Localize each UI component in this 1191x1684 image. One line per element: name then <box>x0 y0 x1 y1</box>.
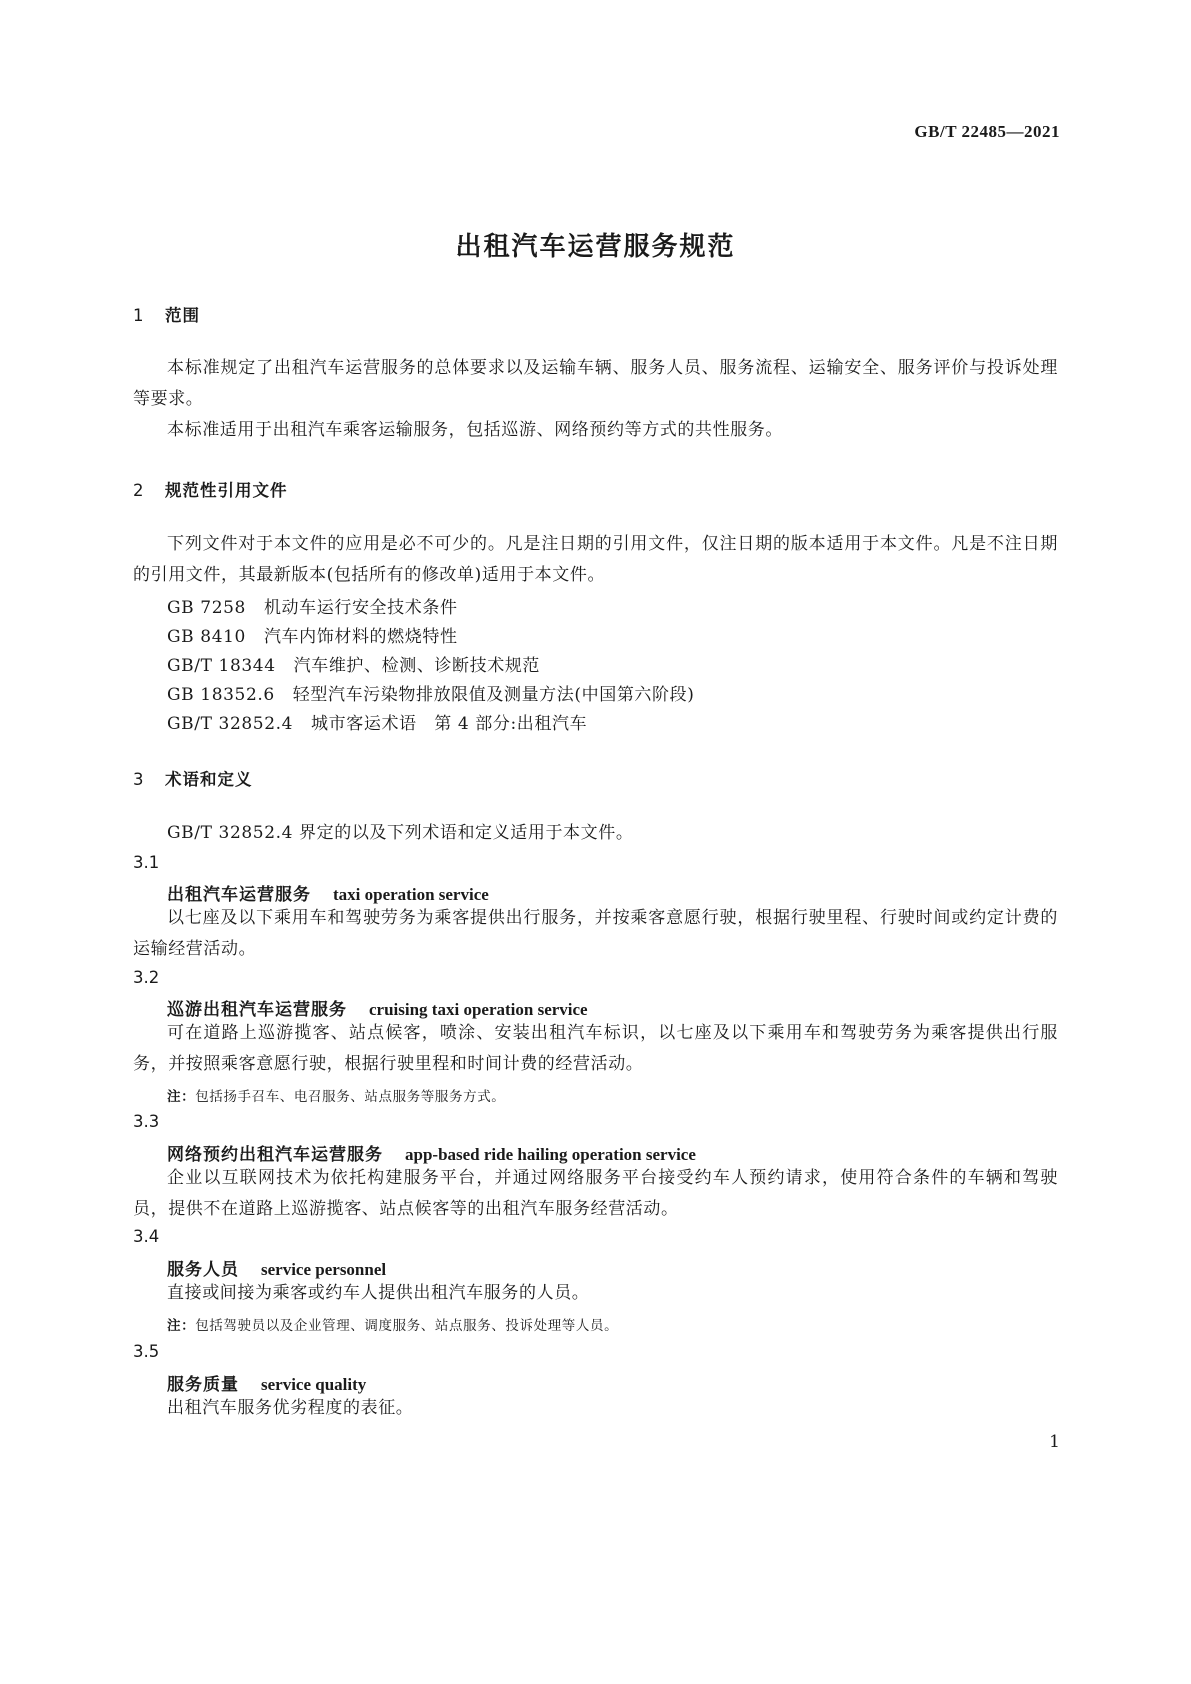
term-number: 3.3 <box>133 1112 160 1131</box>
term-entry <box>167 880 489 905</box>
section-title: 范围 <box>165 306 200 325</box>
note-label: 注： <box>167 1089 196 1105</box>
term-english: cruising taxi operation service <box>369 1000 588 1019</box>
note-label: 注： <box>167 1318 196 1334</box>
reference-item <box>167 593 458 618</box>
reference-item <box>167 651 540 676</box>
term-english: app-based ride hailing operation service <box>405 1145 696 1164</box>
reference-item <box>167 680 694 705</box>
term-entry <box>167 995 588 1020</box>
section-number: 3 <box>133 770 145 789</box>
term-entry <box>167 1255 386 1280</box>
section-number: 2 <box>133 481 145 500</box>
term-number: 3.4 <box>133 1227 160 1246</box>
term-definition: 可在道路上巡游揽客、站点候客，喷涂、安装出租汽车标识，以七座及以下乘用车和驾驶劳务为乘客提供出行服务，并按照乘客意愿行驶，根据行驶里程和时间计费的经营活动。 <box>133 1023 1058 1074</box>
term-chinese: 网络预约出租汽车运营服务 <box>167 1145 383 1165</box>
term-number: 3.2 <box>133 968 160 987</box>
term-english: service personnel <box>261 1260 387 1279</box>
document-code: GB/T 22485—2021 <box>914 122 1060 141</box>
term-chinese: 服务质量 <box>167 1375 239 1395</box>
paragraph: GB/T 32852.4 界定的以及下列术语和定义适用于本文件。 <box>167 823 634 843</box>
reference-code: GB 8410 <box>167 627 246 647</box>
paragraph: 下列文件对于本文件的应用是必不可少的。凡是注日期的引用文件，仅注日期的版本适用于本文件。凡是不注日期的引用文件，其最新版本(包括所有的修改单)适用于本文件。 <box>133 534 1058 585</box>
reference-item <box>167 622 458 647</box>
section-title: 术语和定义 <box>165 770 253 789</box>
note-text: 包括驾驶员以及企业管理、调度服务、站点服务、投诉处理等人员。 <box>195 1318 619 1334</box>
reference-code: GB/T 32852.4 <box>167 714 294 734</box>
section-3-heading <box>133 766 253 790</box>
reference-title: 汽车内饰材料的燃烧特性 <box>263 627 458 647</box>
term-number: 3.1 <box>133 853 160 872</box>
term-definition: 以七座及以下乘用车和驾驶劳务为乘客提供出行服务，并按乘客意愿行驶，根据行驶里程、行驶时间或约定计费的运输经营活动。 <box>133 908 1058 959</box>
reference-title: 城市客运术语 第 4 部分:出租汽车 <box>311 714 588 734</box>
term-note <box>167 1085 505 1105</box>
page-number: 1 <box>1049 1432 1060 1452</box>
term-definition: 出租汽车服务优劣程度的表征。 <box>167 1398 414 1418</box>
term-entry <box>167 1140 696 1165</box>
reference-item <box>167 709 587 734</box>
paragraph: 本标准规定了出租汽车运营服务的总体要求以及运输车辆、服务人员、服务流程、运输安全、服务评价与投诉处理等要求。 <box>133 358 1058 409</box>
reference-title: 机动车运行安全技术条件 <box>263 598 458 618</box>
section-2-heading <box>133 477 288 501</box>
term-entry <box>167 1370 366 1395</box>
reference-code: GB 18352.6 <box>167 685 275 705</box>
reference-title: 轻型汽车污染物排放限值及测量方法(中国第六阶段) <box>292 685 695 705</box>
term-english: service quality <box>261 1375 367 1394</box>
section-1-heading <box>133 302 200 326</box>
reference-code: GB/T 18344 <box>167 656 276 676</box>
term-chinese: 巡游出租汽车运营服务 <box>167 1000 347 1020</box>
section-number: 1 <box>133 306 145 325</box>
term-definition: 直接或间接为乘客或约车人提供出租汽车服务的人员。 <box>167 1283 590 1303</box>
reference-title: 汽车维护、检测、诊断技术规范 <box>293 656 541 676</box>
term-english: taxi operation service <box>333 885 489 904</box>
term-definition: 企业以互联网技术为依托构建服务平台，并通过网络服务平台接受约车人预约请求，使用符合条件的车辆和驾驶员，提供不在道路上巡游揽客、站点候客等的出租汽车服务经营活动。 <box>133 1168 1058 1219</box>
document-title: 出租汽车运营服务规范 <box>455 232 736 262</box>
term-number: 3.5 <box>133 1342 160 1361</box>
section-title: 规范性引用文件 <box>165 481 288 500</box>
term-chinese: 服务人员 <box>167 1260 239 1280</box>
reference-code: GB 7258 <box>167 598 246 618</box>
note-text: 包括扬手召车、电召服务、站点服务等服务方式。 <box>195 1089 506 1105</box>
term-note <box>167 1314 618 1334</box>
term-chinese: 出租汽车运营服务 <box>167 885 311 905</box>
paragraph: 本标准适用于出租汽车乘客运输服务，包括巡游、网络预约等方式的共性服务。 <box>167 420 783 440</box>
